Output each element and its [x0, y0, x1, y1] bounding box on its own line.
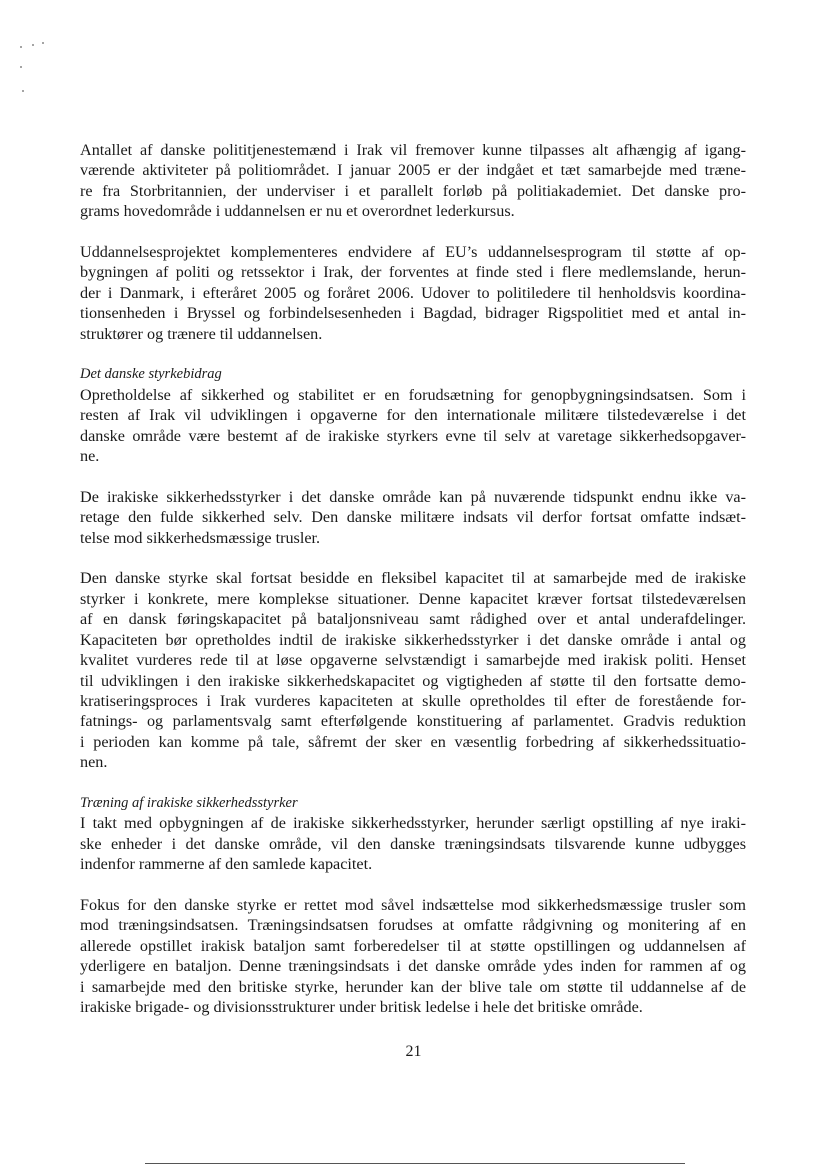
- text-line: Fokus for den danske styrke er rettet mod såvel indsættelse mod sikkerhedsmæssige trusler som: [80, 895, 746, 914]
- text-line: telse mod sikkerhedsmæssige trusler.: [80, 528, 321, 547]
- paragraph: [80, 793, 746, 875]
- paragraph: [80, 568, 746, 772]
- text-line: retage den fulde sikkerhed selv. Den danske militære indsats vil derfor fortsat omfatte indsæt-: [80, 508, 746, 527]
- text-line: ske enheder i det danske område, vil den danske træningsindsats tilsvarende kunne udbygges: [80, 834, 746, 853]
- text-line: styrker i konkrete, mere komplekse situationer. Denne kapacitet kræver fortsat tilstedeværelsen: [80, 589, 746, 608]
- text-line: I takt med opbygningen af de irakiske sikkerhedsstyrker, herunder særligt opstilling af nye iraki-: [80, 814, 746, 833]
- page-number: 21: [405, 1043, 422, 1060]
- text-line: resten af Irak vil udviklingen i opgaverne for den internationale militære tilstedeværelse i det: [80, 406, 746, 425]
- text-line: yderligere en bataljon. Denne træningsindsats i det danske område ydes inden for rammen af og: [80, 957, 746, 976]
- text-line: i perioden kan komme på tale, såfremt der sker en væsentlig forbedring af sikkerhedssituatio-: [80, 732, 746, 751]
- text-line: danske område være bestemt af de irakiske styrkers evne til selv at varetage sikkerhedsopgaver-: [80, 426, 746, 445]
- text-line: re fra Storbritannien, der underviser i et parallelt forløb på politiakademiet. Det danske pro-: [80, 181, 746, 200]
- paragraph: [80, 364, 746, 466]
- text-line: grams hovedområde i uddannelsen er nu et overordnet lederkursus.: [80, 202, 515, 221]
- paragraph: [80, 487, 746, 548]
- text-line: kvalitet vurderes rede til at løse opgaverne selvstændigt i samarbejde med irakisk politi. Henset: [80, 651, 746, 670]
- scan-marks: [18, 40, 58, 100]
- text-line: irakiske brigade- og divisionsstrukturer under britisk ledelse i hele det britiske område.: [80, 997, 643, 1016]
- text-line: til udviklingen i den irakiske sikkerhedskapacitet og vigtigheden af støtte til den fortsatte demo-: [80, 671, 746, 690]
- section-heading: Det danske styrkebidrag: [80, 366, 222, 383]
- text-line: indenfor rammerne af den samlede kapacitet.: [80, 855, 373, 874]
- text-line: Den danske styrke skal fortsat besidde en fleksibel kapacitet til at samarbejde med de irakiske: [80, 569, 746, 588]
- text-line: kratiseringsproces i Irak vurderes kapaciteten at skulle opretholdes til efter de forestående for-: [80, 691, 746, 710]
- section-heading: Træning af irakiske sikkerhedsstyrker: [80, 794, 298, 811]
- text-line: bygningen af politi og retssektor i Irak, der forventes at finde sted i flere medlemslande, herun-: [80, 263, 746, 282]
- paragraph: [80, 242, 746, 344]
- text-line: der i Danmark, i efteråret 2005 og foråret 2006. Udover to politiledere til henholdsvis koordina-: [80, 283, 746, 302]
- text-line: ne.: [80, 447, 100, 466]
- paragraph: [80, 140, 746, 222]
- text-line: tionsenheden i Bryssel og forbindelsesenheden i Bagdad, bidrager Rigspolitiet med et antal in-: [80, 304, 746, 323]
- footer-rule: [145, 1163, 685, 1164]
- paragraph: [80, 895, 746, 1017]
- text-line: i samarbejde med den britiske styrke, herunder kan der blive tale om støtte til uddannelse af de: [80, 977, 746, 996]
- text-line: værende aktiviteter på politiområdet. I januar 2005 er der indgået et tæt samarbejde med træne-: [80, 161, 746, 180]
- text-line: fatnings- og parlamentsvalg samt efterfølgende konstituering af parlamentet. Gradvis reduktion: [80, 712, 746, 731]
- text-line: af en dansk føringskapacitet på bataljonsniveau samt rådighed over et antal underafdelinger.: [80, 610, 746, 629]
- text-line: nen.: [80, 753, 108, 772]
- text-line: Kapaciteten bør opretholdes indtil de irakiske sikkerhedsstyrker i det danske område i antal og: [80, 630, 746, 649]
- text-line: De irakiske sikkerhedsstyrker i det danske område kan på nuværende tidspunkt endnu ikke va-: [80, 487, 746, 506]
- text-line: mod træningsindsatsen. Træningsindsatsen forudses at omfatte rådgivning og monitering af en: [80, 916, 746, 935]
- document-body: [80, 140, 746, 1017]
- text-line: allerede opstillet irakisk bataljon samt forberedelser til at støtte opstillingen og uddannelsen af: [80, 936, 746, 955]
- text-line: struktører og trænere til uddannelsen.: [80, 324, 323, 343]
- text-line: Uddannelsesprojektet komplementeres endvidere af EU’s uddannelsesprogram til støtte af op-: [80, 243, 746, 262]
- text-line: Opretholdelse af sikkerhed og stabilitet er en forudsætning for genopbygningsindsatsen. Som i: [80, 385, 746, 404]
- text-line: Antallet af danske polititjenestemænd i Irak vil fremover kunne tilpasses alt afhængig af igang-: [80, 141, 746, 159]
